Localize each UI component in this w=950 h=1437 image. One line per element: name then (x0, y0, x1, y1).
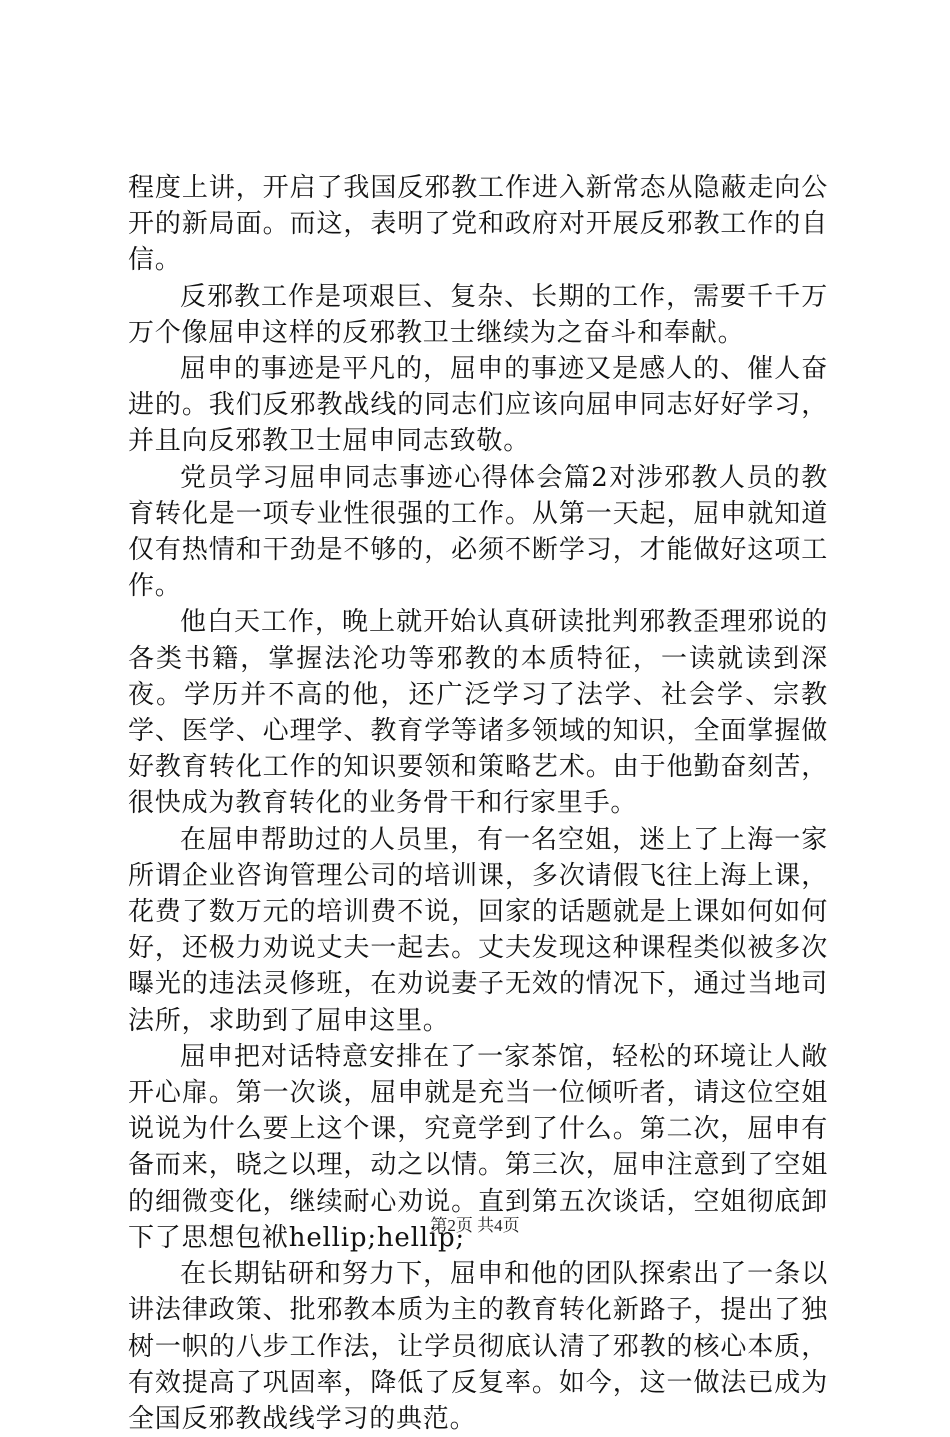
paragraph-3: 屈申的事迹是平凡的，屈申的事迹又是感人的、催人奋进的。我们反邪教战线的同志们应该向屈申同志好好学习，并且向反邪教卫士屈申同志致敬。 (128, 354, 828, 457)
page-number-footer: 第2页 共4页 (430, 1216, 520, 1235)
paragraph-6: 在屈申帮助过的人员里，有一名空姐，迷上了上海一家所谓企业咨询管理公司的培训课，多次请假飞往上海上课，花费了数万元的培训费不说，回家的话题就是上课如何如何好，还极力劝说丈夫一起去。丈夫发现这种课程类似被多次曝光的违法灵修班，在劝说妻子无效的情况下，通过当地司法所，求助到了屈申这里。 (128, 824, 828, 1036)
paragraph-2: 反邪教工作是项艰巨、复杂、长期的工作，需要千千万万个像屈申这样的反邪教卫士继续为之奋斗和奉献。 (128, 281, 828, 348)
paragraph-4: 党员学习屈申同志事迹心得体会篇2对涉邪教人员的教育转化是一项专业性很强的工作。从第一天起，屈申就知道仅有热情和干劲是不够的，必须不断学习，才能做好这项工作。 (128, 462, 828, 602)
paragraph-1: 程度上讲，开启了我国反邪教工作进入新常态从隐蔽走向公开的新局面。而这，表明了党和政府对开展反邪教工作的自信。 (128, 173, 828, 276)
paragraph-8: 在长期钻研和努力下，屈申和他的团队探索出了一条以讲法律政策、批邪教本质为主的教育转化新路子，提出了独树一帜的八步工作法，让学员彻底认清了邪教的核心本质，有效提高了巩固率，降低了反复率。如今，这一做法已成为全国反邪教战线学习的典范。 (128, 1259, 828, 1434)
paragraph-5: 他白天工作，晚上就开始认真研读批判邪教歪理邪说的各类书籍，掌握法沦功等邪教的本质特征，一读就读到深夜。学历并不高的他，还广泛学习了法学、社会学、宗教学、医学、心理学、教育学等诸多领域的知识，全面掌握做好教育转化工作的知识要领和策略艺术。由于他勤奋刻苦，很快成为教育转化的业务骨干和行家里手。 (128, 607, 828, 819)
document-body (128, 170, 828, 1437)
paragraph-7: 屈申把对话特意安排在了一家茶馆，轻松的环境让人敞开心扉。第一次谈，屈申就是充当一位倾听者，请这位空姐说说为什么要上这个课，究竟学到了什么。第二次，屈申有备而来，晓之以理，动之以情。第三次，屈申注意到了空姐的细微变化，继续耐心劝说。直到第五次谈话，空姐彻底卸下了思想包袱hellip;hellip; (128, 1041, 828, 1253)
